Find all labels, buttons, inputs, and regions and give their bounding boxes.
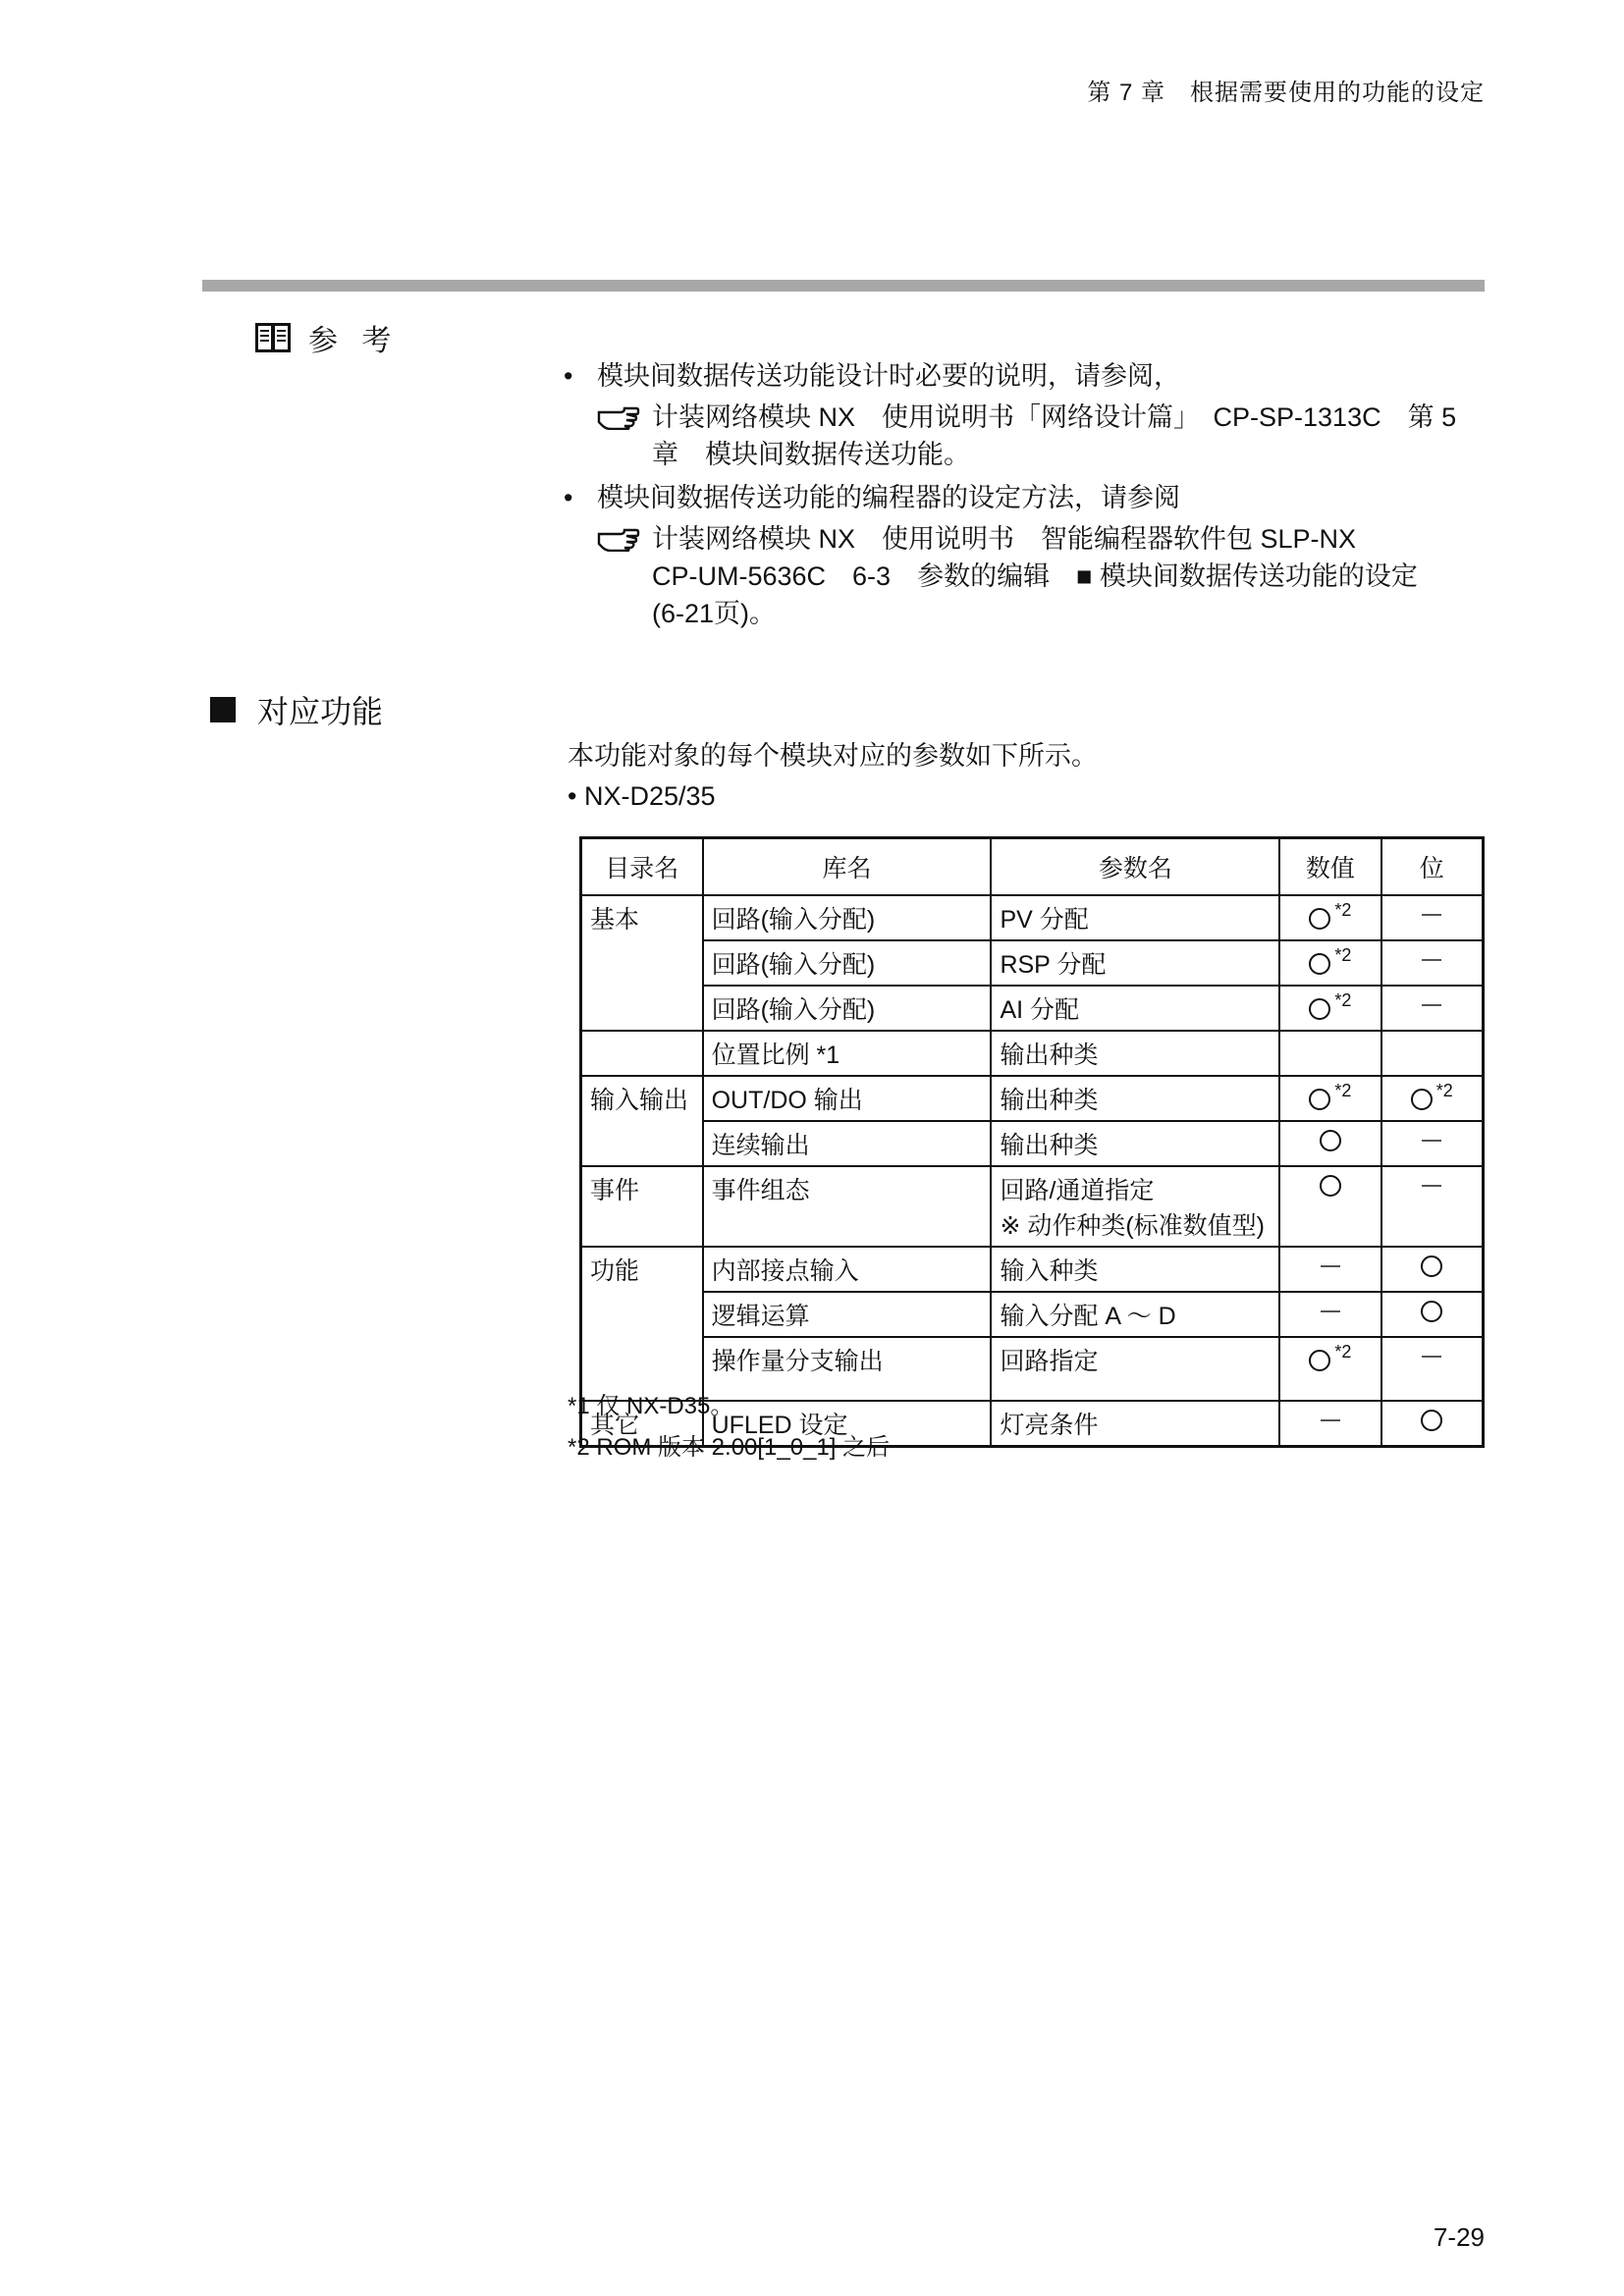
pointing-hand-icon: [597, 404, 640, 430]
reference-doc-line: 计装网络模块 NX 使用说明书 智能编程器软件包 SLP-NX: [652, 524, 1357, 554]
section-title: 对应功能: [257, 694, 384, 729]
table-row: [581, 940, 1484, 986]
cell-library: UFLED 设定: [703, 1401, 992, 1447]
not-supported-dash-icon: [1321, 1419, 1340, 1421]
parameter-name: PV 分配: [1000, 906, 1089, 934]
table-row: [581, 1292, 1484, 1337]
supported-circle-icon: [1320, 1175, 1341, 1197]
table-row: [581, 1121, 1484, 1166]
cell-parameter: [991, 1076, 1279, 1121]
cell-numeric: [1279, 1076, 1380, 1121]
section-intro: 本功能对象的每个模块对应的参数如下所示。: [568, 741, 1098, 771]
cell-bit: [1381, 1076, 1484, 1121]
section-rule: [202, 280, 1485, 292]
section-heading: [210, 687, 383, 732]
table-body: [581, 895, 1484, 1447]
supported-circle-icon: [1309, 1089, 1330, 1110]
reference-pointer: [597, 399, 1506, 473]
cell-parameter: [991, 1121, 1279, 1166]
cell-library: 内部接点输入: [703, 1247, 992, 1292]
page-number: 7-29: [1433, 2222, 1485, 2252]
reference-title: 参 考: [308, 325, 400, 357]
reference-doc-line: CP-UM-5636C 6-3 参数的编辑 ■ 模块间数据传送功能的设定: [652, 561, 1418, 591]
cell-bit: [1381, 940, 1484, 986]
parameter-name: 输入分配 A ～ D: [1000, 1303, 1176, 1330]
cell-bit: [1381, 1337, 1484, 1401]
parameter-name: RSP 分配: [1000, 951, 1107, 979]
parameter-note: ※ 动作种类(标准数值型): [1000, 1212, 1265, 1240]
cell-library: 逻辑运算: [703, 1292, 992, 1337]
reference-doc-line: 章 模块间数据传送功能。: [652, 440, 970, 469]
cell-parameter: [991, 986, 1279, 1031]
col-header-parameter: 参数名: [991, 838, 1279, 896]
parameter-name: 输出种类: [1000, 1132, 1099, 1159]
reference-text: 模块间数据传送功能的编程器的设定方法，请参阅: [597, 483, 1180, 512]
cell-parameter: [991, 1292, 1279, 1337]
cell-numeric: [1279, 940, 1380, 986]
supported-circle-icon: [1309, 953, 1330, 975]
cell-numeric: [1279, 1247, 1380, 1292]
cell-parameter: [991, 1247, 1279, 1292]
cell-numeric: [1279, 1031, 1380, 1076]
table-row: [581, 1031, 1484, 1076]
footnote-marker: *2: [1334, 990, 1352, 1010]
cell-parameter: [991, 895, 1279, 940]
pointing-hand-icon: [597, 526, 640, 552]
table-row: [581, 1076, 1484, 1121]
table-row: [581, 895, 1484, 940]
parameter-name: 输入种类: [1000, 1257, 1099, 1285]
cell-bit: [1381, 986, 1484, 1031]
cell-bit: [1381, 1121, 1484, 1166]
reference-pointer: [597, 520, 1506, 632]
cell-library: 位置比例 *1: [703, 1031, 992, 1076]
table-row: [581, 1247, 1484, 1292]
col-header-bit: 位: [1381, 838, 1484, 896]
col-header-category: 目录名: [581, 838, 703, 896]
cell-parameter: [991, 940, 1279, 986]
cell-library: 回路(输入分配): [703, 895, 992, 940]
parameter-name: 回路/通道指定: [1000, 1177, 1155, 1204]
reference-doc-line: (6-21页)。: [652, 599, 777, 628]
col-header-numeric: 数值: [1279, 838, 1380, 896]
reference-doc-line: 计装网络模块 NX 使用说明书「网络设计篇」 CP-SP-1313C 第 5: [652, 402, 1457, 432]
cell-library: 操作量分支输出: [703, 1337, 992, 1401]
cell-numeric: [1279, 986, 1380, 1031]
cell-bit: [1381, 1401, 1484, 1447]
cell-parameter: [991, 1031, 1279, 1076]
footnote: *2 ROM 版本 2.00[1_0_1] 之后: [568, 1434, 891, 1461]
cell-category: [581, 940, 703, 986]
cell-bit: [1381, 1166, 1484, 1247]
bullet-dot: •: [564, 483, 573, 512]
reference-item: [564, 479, 1506, 516]
cell-category: 功能: [581, 1247, 703, 1292]
cell-parameter: [991, 1166, 1279, 1247]
supported-circle-icon: [1320, 1130, 1341, 1151]
supported-circle-icon: [1421, 1255, 1442, 1277]
supported-circle-icon: [1309, 908, 1330, 930]
cell-category: [581, 986, 703, 1031]
table-row: [581, 1166, 1484, 1247]
cell-category: 事件: [581, 1166, 703, 1247]
cell-library: 事件组态: [703, 1166, 992, 1247]
not-supported-dash-icon: [1321, 1310, 1340, 1312]
cell-bit: [1381, 1247, 1484, 1292]
parameter-name: 回路指定: [1000, 1348, 1099, 1375]
bullet-dot: •: [564, 361, 573, 391]
parameter-name: 灯亮条件: [1000, 1412, 1099, 1439]
not-supported-dash-icon: [1422, 1356, 1441, 1358]
cell-bit: [1381, 1292, 1484, 1337]
parameter-name: 输出种类: [1000, 1041, 1099, 1069]
supported-circle-icon: [1421, 1301, 1442, 1322]
parameter-name: 输出种类: [1000, 1087, 1099, 1114]
cell-numeric: [1279, 1337, 1380, 1401]
not-supported-dash-icon: [1422, 1185, 1441, 1187]
cell-bit: [1381, 895, 1484, 940]
footnote-marker: *2: [1334, 1342, 1352, 1362]
model-label: • NX-D25/35: [568, 781, 716, 811]
parameter-name: AI 分配: [1000, 996, 1080, 1024]
reference-item: [564, 357, 1506, 395]
page-header: 第 7 章 根据需要使用的功能的设定: [1087, 80, 1485, 106]
cell-numeric: [1279, 1166, 1380, 1247]
cell-library: OUT/DO 输出: [703, 1076, 992, 1121]
cell-category: [581, 1121, 703, 1166]
cell-category: 基本: [581, 895, 703, 940]
footnote-marker: *2: [1435, 1081, 1453, 1100]
cell-parameter: [991, 1401, 1279, 1447]
cell-numeric: [1279, 1401, 1380, 1447]
footnote: *1 仅 NX-D35。: [568, 1393, 734, 1419]
parameter-table: [579, 836, 1485, 1448]
not-supported-dash-icon: [1422, 914, 1441, 916]
cell-category: [581, 1031, 703, 1076]
supported-circle-icon: [1309, 1350, 1330, 1371]
cell-library: 连续输出: [703, 1121, 992, 1166]
not-supported-dash-icon: [1422, 1140, 1441, 1142]
footnote-marker: *2: [1334, 945, 1352, 965]
cell-numeric: [1279, 1292, 1380, 1337]
table-header-row: [581, 838, 1484, 896]
not-supported-dash-icon: [1422, 959, 1441, 961]
supported-circle-icon: [1421, 1410, 1442, 1431]
cell-category: 其它: [581, 1401, 703, 1447]
square-bullet-icon: [210, 697, 236, 722]
reference-text: 模块间数据传送功能设计时必要的说明，请参阅，: [597, 361, 1180, 391]
supported-circle-icon: [1411, 1089, 1433, 1110]
supported-circle-icon: [1309, 998, 1330, 1020]
cell-category: 输入输出: [581, 1076, 703, 1121]
cell-library: 回路(输入分配): [703, 940, 992, 986]
cell-library: 回路(输入分配): [703, 986, 992, 1031]
footnote-marker: *2: [1334, 1081, 1352, 1100]
footnote-marker: *2: [1334, 900, 1352, 920]
cell-numeric: [1279, 895, 1380, 940]
not-supported-dash-icon: [1422, 1004, 1441, 1006]
reference-heading: [253, 316, 399, 359]
book-icon: [253, 320, 293, 355]
cell-parameter: [991, 1337, 1279, 1401]
col-header-library: 库名: [703, 838, 992, 896]
cell-numeric: [1279, 1121, 1380, 1166]
not-supported-dash-icon: [1321, 1265, 1340, 1267]
reference-block: [564, 357, 1506, 632]
cell-bit: [1381, 1031, 1484, 1076]
cell-category: [581, 1292, 703, 1337]
table-row: [581, 986, 1484, 1031]
